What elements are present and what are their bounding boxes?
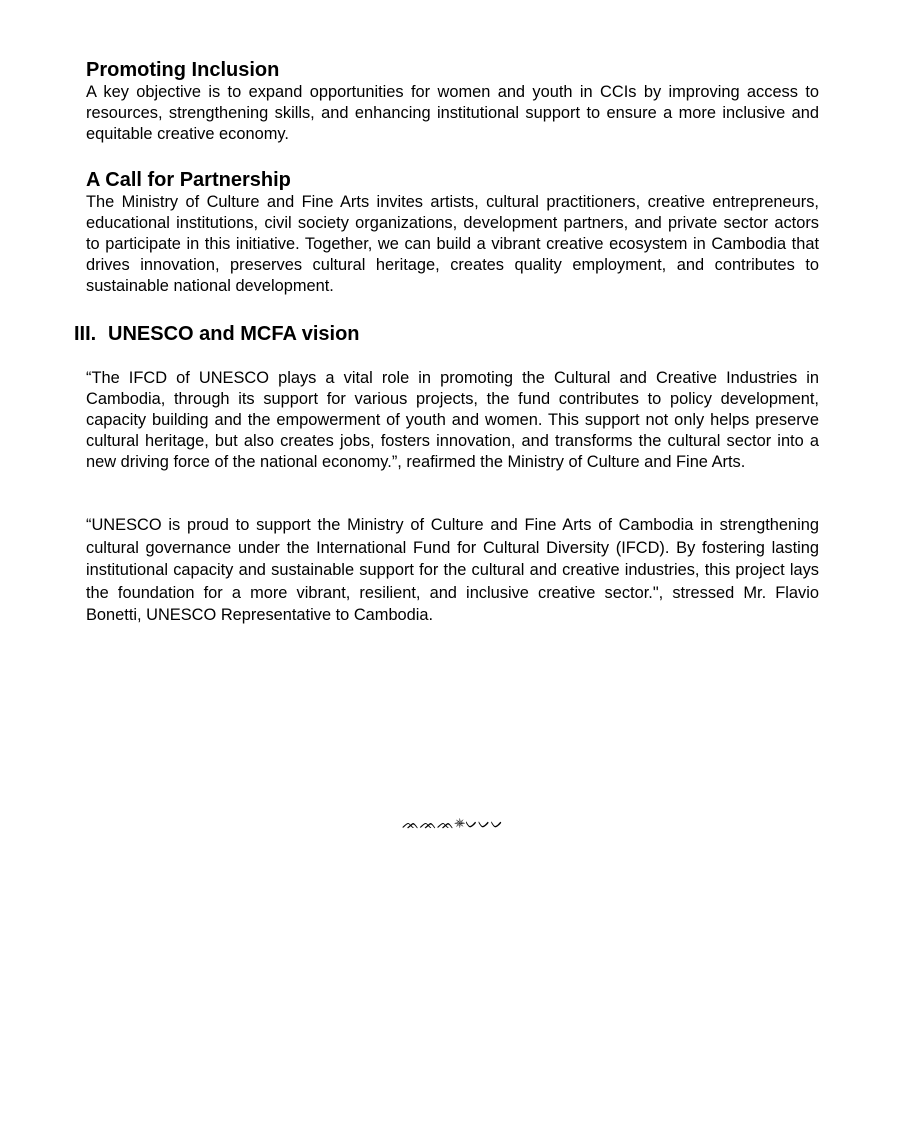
vision-section-heading <box>74 322 360 346</box>
promoting-inclusion-heading: Promoting Inclusion <box>86 59 280 81</box>
promoting-inclusion-paragraph: A key objective is to expand opportunities for women and youth in CCIs by improving access to resources, strengthening skills, and enhancing institutional support to ensure a more inclusive and equitable creative economy. <box>86 83 819 143</box>
mcfa-quote-paragraph: “The IFCD of UNESCO plays a vital role in promoting the Cultural and Creative Industries in Cambodia, through its support for various projects, the fund contributes to policy development, capacity building and the empowerment of youth and women. This support not only helps preserve cultural heritage, but also creates jobs, fosters innovation, and transforms the cultural sector into a new driving force of the national economy.”, reafirmed the Ministry of Culture and Fine Arts. <box>86 369 819 471</box>
call-for-partnership-paragraph: The Ministry of Culture and Fine Arts invites artists, cultural practitioners, creative entrepreneurs, educational institutions, civil society organizations, development partners, and private sector actors to participate in this initiative. Together, we can build a vibrant creative ecosystem in Cambodia that drives innovation, preserves cultural heritage, creates quality employment, and contributes to sustainable national development. <box>86 193 819 295</box>
call-for-partnership-heading: A Call for Partnership <box>86 169 291 191</box>
section-title: UNESCO and MCFA vision <box>108 323 360 345</box>
unesco-quote-paragraph: “UNESCO is proud to support the Ministry of Culture and Fine Arts of Cambodia in strengthening cultural governance under the International Fund for Cultural Diversity (IFCD). By fostering lasting institutional capacity and sustainable support for the cultural and creative industries, this project lays the foundation for a more vibrant, resilient, and inclusive creative sector.", stressed Mr. Flavio Bonetti, UNESCO Representative to Cambodia. <box>86 516 819 624</box>
section-number: III. <box>74 323 97 345</box>
ornamental-separator: ᨏᨏᨏ✵ᨆᨆᨆ <box>401 816 504 832</box>
